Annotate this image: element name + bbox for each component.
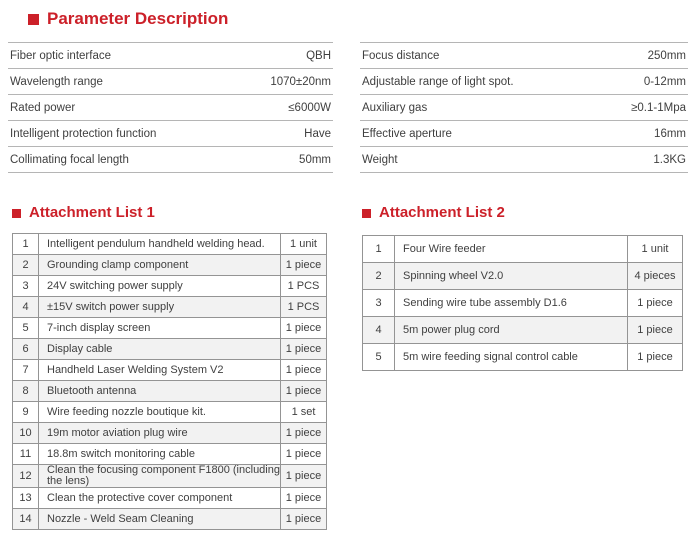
no-cell: 4 [13,297,39,318]
qty-cell: 1 piece [281,381,327,402]
item-cell: 19m motor aviation plug wire [39,423,281,444]
no-cell: 8 [13,381,39,402]
table-row [360,43,688,69]
label-cell: Effective aperture [360,121,598,147]
table-row [360,147,688,173]
parameter-table-left [8,42,333,173]
label-cell: Weight [360,147,598,173]
table-row [13,381,327,402]
table-row [363,344,683,371]
qty-cell: 1 unit [628,236,683,263]
parameter-description-title: Parameter Description [47,9,229,28]
no-cell: 13 [13,488,39,509]
item-cell: 7-inch display screen [39,318,281,339]
table-row [13,360,327,381]
attachment-list-2-table [362,235,683,371]
value-cell: 50mm [243,147,333,173]
table-row [13,488,327,509]
value-cell: QBH [243,43,333,69]
attachment-list-1-heading [12,204,155,221]
table-row [13,255,327,276]
no-cell: 3 [13,276,39,297]
table-row [363,317,683,344]
qty-cell: 1 piece [281,318,327,339]
no-cell: 2 [363,263,395,290]
table-row [13,318,327,339]
no-cell: 1 [13,234,39,255]
table-row [8,69,333,95]
table-row [13,402,327,423]
red-square-bullet-icon [28,14,39,25]
table-row [360,121,688,147]
qty-cell: 1 piece [281,509,327,530]
no-cell: 14 [13,509,39,530]
label-cell: Auxiliary gas [360,95,598,121]
table-row [8,95,333,121]
table-row [8,147,333,173]
qty-cell: 1 piece [281,255,327,276]
item-cell: Spinning wheel V2.0 [395,263,628,290]
item-cell: 24V switching power supply [39,276,281,297]
no-cell: 7 [13,360,39,381]
qty-cell: 1 set [281,402,327,423]
label-cell: Wavelength range [8,69,243,95]
red-square-bullet-icon [12,209,21,218]
item-cell: Sending wire tube assembly D1.6 [395,290,628,317]
label-cell: Rated power [8,95,243,121]
value-cell: ≥0.1-1Mpa [598,95,688,121]
value-cell: Have [243,121,333,147]
qty-cell: 1 piece [281,465,327,488]
item-cell: Four Wire feeder [395,236,628,263]
item-cell: Grounding clamp component [39,255,281,276]
label-cell: Adjustable range of light spot. [360,69,598,95]
attachment-list-2-title: Attachment List 2 [379,204,505,221]
no-cell: 2 [13,255,39,276]
item-cell: Handheld Laser Welding System V2 [39,360,281,381]
no-cell: 11 [13,444,39,465]
item-cell: Intelligent pendulum handheld welding head. [39,234,281,255]
table-row [13,444,327,465]
qty-cell: 1 piece [281,423,327,444]
table-row [13,423,327,444]
table-row [13,276,327,297]
label-cell: Collimating focal length [8,147,243,173]
parameter-table-right [360,42,688,173]
table-row [13,234,327,255]
value-cell: 1.3KG [598,147,688,173]
table-row [13,465,327,488]
no-cell: 10 [13,423,39,444]
attachment-list-2-heading [362,204,505,221]
value-cell: ≤6000W [243,95,333,121]
qty-cell: 1 piece [628,290,683,317]
no-cell: 5 [363,344,395,371]
table-row [360,69,688,95]
item-cell: 18.8m switch monitoring cable [39,444,281,465]
qty-cell: 1 piece [281,488,327,509]
qty-cell: 1 unit [281,234,327,255]
item-cell: Bluetooth antenna [39,381,281,402]
item-cell: ±15V switch power supply [39,297,281,318]
red-square-bullet-icon [362,209,371,218]
qty-cell: 1 piece [628,344,683,371]
item-cell: Clean the protective cover component [39,488,281,509]
item-cell: Clean the focusing component F1800 (including the lens) [39,465,281,488]
label-cell: Fiber optic interface [8,43,243,69]
table-row [363,236,683,263]
label-cell: Intelligent protection function [8,121,243,147]
table-row [363,263,683,290]
no-cell: 4 [363,317,395,344]
parameter-description-heading [28,9,228,29]
no-cell: 5 [13,318,39,339]
table-row [360,95,688,121]
value-cell: 1070±20nm [243,69,333,95]
table-row [8,43,333,69]
qty-cell: 1 piece [281,360,327,381]
item-cell: Display cable [39,339,281,360]
no-cell: 9 [13,402,39,423]
qty-cell: 4 pieces [628,263,683,290]
label-cell: Focus distance [360,43,598,69]
no-cell: 12 [13,465,39,488]
table-row [13,339,327,360]
qty-cell: 1 piece [281,444,327,465]
table-row [13,509,327,530]
qty-cell: 1 PCS [281,276,327,297]
value-cell: 250mm [598,43,688,69]
value-cell: 0-12mm [598,69,688,95]
no-cell: 3 [363,290,395,317]
item-cell: 5m power plug cord [395,317,628,344]
attachment-list-1-title: Attachment List 1 [29,204,155,221]
qty-cell: 1 piece [281,339,327,360]
qty-cell: 1 piece [628,317,683,344]
item-cell: Wire feeding nozzle boutique kit. [39,402,281,423]
attachment-list-1-table [12,233,327,530]
no-cell: 1 [363,236,395,263]
item-cell: Nozzle - Weld Seam Cleaning [39,509,281,530]
no-cell: 6 [13,339,39,360]
table-row [13,297,327,318]
table-row [8,121,333,147]
value-cell: 16mm [598,121,688,147]
qty-cell: 1 PCS [281,297,327,318]
item-cell: 5m wire feeding signal control cable [395,344,628,371]
table-row [363,290,683,317]
